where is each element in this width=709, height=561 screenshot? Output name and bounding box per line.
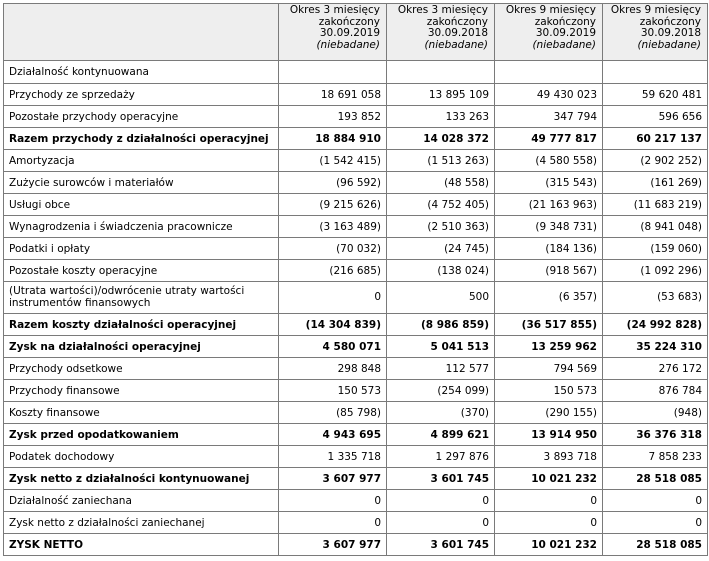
cell-value: (11 683 219) bbox=[603, 194, 708, 216]
cell-value: (9 348 731) bbox=[495, 216, 603, 238]
row-label: Wynagrodzenia i świadczenia pracownicze bbox=[4, 216, 279, 238]
cell-value: 49 430 023 bbox=[495, 84, 603, 106]
cell-value: 112 577 bbox=[387, 358, 495, 380]
cell-value: 876 784 bbox=[603, 380, 708, 402]
row-label: (Utrata wartości)/odwrócenie utraty wartości instrumentów finansowych bbox=[4, 282, 279, 314]
cell-value: 4 580 071 bbox=[279, 336, 387, 358]
table-row bbox=[4, 84, 708, 106]
cell-value: (8 986 859) bbox=[387, 314, 495, 336]
cell-value: 13 895 109 bbox=[387, 84, 495, 106]
cell-value: (161 269) bbox=[603, 172, 708, 194]
table-row bbox=[4, 446, 708, 468]
cell-value: 298 848 bbox=[279, 358, 387, 380]
cell-value: 3 893 718 bbox=[495, 446, 603, 468]
row-label: Przychody odsetkowe bbox=[4, 358, 279, 380]
cell-value: 59 620 481 bbox=[603, 84, 708, 106]
table-row bbox=[4, 358, 708, 380]
cell-value: 0 bbox=[603, 512, 708, 534]
cell-value: 0 bbox=[387, 490, 495, 512]
cell-value: (315 543) bbox=[495, 172, 603, 194]
cell-value: 18 691 058 bbox=[279, 84, 387, 106]
row-label: Podatek dochodowy bbox=[4, 446, 279, 468]
cell-value: 0 bbox=[279, 282, 387, 314]
cell-value: 0 bbox=[495, 512, 603, 534]
cell-value: 1 335 718 bbox=[279, 446, 387, 468]
table-row-total bbox=[4, 314, 708, 336]
table-row bbox=[4, 490, 708, 512]
table-row bbox=[4, 238, 708, 260]
cell-value: 13 259 962 bbox=[495, 336, 603, 358]
cell-value bbox=[387, 61, 495, 84]
table-row bbox=[4, 402, 708, 424]
cell-value: (24 745) bbox=[387, 238, 495, 260]
row-label: Działalność kontynuowana bbox=[4, 61, 279, 84]
cell-value bbox=[279, 61, 387, 84]
cell-value: (370) bbox=[387, 402, 495, 424]
table-row-total bbox=[4, 468, 708, 490]
header-row bbox=[4, 4, 708, 61]
cell-value: 14 028 372 bbox=[387, 128, 495, 150]
cell-value: (6 357) bbox=[495, 282, 603, 314]
column-header-q3-2019: Okres 3 miesięcy zakończony 30.09.2019 (niebadane) bbox=[279, 4, 387, 61]
row-label: ZYSK NETTO bbox=[4, 534, 279, 556]
cell-value: (14 304 839) bbox=[279, 314, 387, 336]
cell-value: 3 601 745 bbox=[387, 468, 495, 490]
row-label: Usługi obce bbox=[4, 194, 279, 216]
cell-value: (1 542 415) bbox=[279, 150, 387, 172]
cell-value: 500 bbox=[387, 282, 495, 314]
cell-value: 1 297 876 bbox=[387, 446, 495, 468]
cell-value: (159 060) bbox=[603, 238, 708, 260]
row-label: Zysk przed opodatkowaniem bbox=[4, 424, 279, 446]
cell-value: (4 752 405) bbox=[387, 194, 495, 216]
header-corner-cell bbox=[4, 4, 279, 61]
cell-value: (2 902 252) bbox=[603, 150, 708, 172]
row-label: Razem koszty działalności operacyjnej bbox=[4, 314, 279, 336]
row-label: Zysk netto z działalności zaniechanej bbox=[4, 512, 279, 534]
cell-value: (290 155) bbox=[495, 402, 603, 424]
cell-value: 18 884 910 bbox=[279, 128, 387, 150]
cell-value bbox=[495, 61, 603, 84]
cell-value: (21 163 963) bbox=[495, 194, 603, 216]
table-row bbox=[4, 150, 708, 172]
cell-value: 4 943 695 bbox=[279, 424, 387, 446]
table-row-total bbox=[4, 336, 708, 358]
row-label: Zużycie surowców i materiałów bbox=[4, 172, 279, 194]
table-row bbox=[4, 194, 708, 216]
table-row-total bbox=[4, 534, 708, 556]
cell-value: 7 858 233 bbox=[603, 446, 708, 468]
cell-value: 0 bbox=[387, 512, 495, 534]
cell-value: 3 601 745 bbox=[387, 534, 495, 556]
cell-value: (2 510 363) bbox=[387, 216, 495, 238]
cell-value: 0 bbox=[495, 490, 603, 512]
cell-value: 596 656 bbox=[603, 106, 708, 128]
cell-value: 35 224 310 bbox=[603, 336, 708, 358]
row-label: Razem przychody z działalności operacyjnej bbox=[4, 128, 279, 150]
row-label: Koszty finansowe bbox=[4, 402, 279, 424]
table-row bbox=[4, 106, 708, 128]
table-row bbox=[4, 61, 708, 84]
cell-value: 49 777 817 bbox=[495, 128, 603, 150]
cell-value: (85 798) bbox=[279, 402, 387, 424]
cell-value: (254 099) bbox=[387, 380, 495, 402]
cell-value: 276 172 bbox=[603, 358, 708, 380]
table-row bbox=[4, 260, 708, 282]
cell-value: (53 683) bbox=[603, 282, 708, 314]
cell-value: 3 607 977 bbox=[279, 534, 387, 556]
cell-value: 4 899 621 bbox=[387, 424, 495, 446]
row-label: Działalność zaniechana bbox=[4, 490, 279, 512]
table-row bbox=[4, 380, 708, 402]
row-label: Przychody finansowe bbox=[4, 380, 279, 402]
cell-value: 10 021 232 bbox=[495, 534, 603, 556]
cell-value: 5 041 513 bbox=[387, 336, 495, 358]
cell-value: (3 163 489) bbox=[279, 216, 387, 238]
cell-value: 794 569 bbox=[495, 358, 603, 380]
row-label: Amortyzacja bbox=[4, 150, 279, 172]
cell-value bbox=[603, 61, 708, 84]
table-row bbox=[4, 216, 708, 238]
cell-value: (1 513 263) bbox=[387, 150, 495, 172]
cell-value: (4 580 558) bbox=[495, 150, 603, 172]
cell-value: (216 685) bbox=[279, 260, 387, 282]
table-row bbox=[4, 512, 708, 534]
cell-value: (96 592) bbox=[279, 172, 387, 194]
cell-value: 36 376 318 bbox=[603, 424, 708, 446]
cell-value: 0 bbox=[279, 512, 387, 534]
cell-value: 3 607 977 bbox=[279, 468, 387, 490]
row-label: Pozostałe przychody operacyjne bbox=[4, 106, 279, 128]
row-label: Zysk netto z działalności kontynuowanej bbox=[4, 468, 279, 490]
cell-value: (8 941 048) bbox=[603, 216, 708, 238]
income-statement-table bbox=[3, 3, 708, 556]
column-header-9m-2019: Okres 9 miesięcy zakończony 30.09.2019 (niebadane) bbox=[495, 4, 603, 61]
cell-value: (1 092 296) bbox=[603, 260, 708, 282]
cell-value: (70 032) bbox=[279, 238, 387, 260]
row-label: Zysk na działalności operacyjnej bbox=[4, 336, 279, 358]
row-label: Podatki i opłaty bbox=[4, 238, 279, 260]
cell-value: (48 558) bbox=[387, 172, 495, 194]
cell-value: 10 021 232 bbox=[495, 468, 603, 490]
cell-value: 0 bbox=[279, 490, 387, 512]
cell-value: 150 573 bbox=[279, 380, 387, 402]
cell-value: (138 024) bbox=[387, 260, 495, 282]
cell-value: 28 518 085 bbox=[603, 468, 708, 490]
cell-value: 13 914 950 bbox=[495, 424, 603, 446]
table-row-total bbox=[4, 128, 708, 150]
row-label: Przychody ze sprzedaży bbox=[4, 84, 279, 106]
cell-value: 150 573 bbox=[495, 380, 603, 402]
cell-value: (9 215 626) bbox=[279, 194, 387, 216]
column-header-9m-2018: Okres 9 miesięcy zakończony 30.09.2018 (niebadane) bbox=[603, 4, 708, 61]
row-label: Pozostałe koszty operacyjne bbox=[4, 260, 279, 282]
cell-value: (184 136) bbox=[495, 238, 603, 260]
cell-value: (918 567) bbox=[495, 260, 603, 282]
cell-value: 0 bbox=[603, 490, 708, 512]
cell-value: (36 517 855) bbox=[495, 314, 603, 336]
table-row bbox=[4, 172, 708, 194]
column-header-q3-2018: Okres 3 miesięcy zakończony 30.09.2018 (niebadane) bbox=[387, 4, 495, 61]
cell-value: 60 217 137 bbox=[603, 128, 708, 150]
cell-value: 28 518 085 bbox=[603, 534, 708, 556]
cell-value: 347 794 bbox=[495, 106, 603, 128]
cell-value: (24 992 828) bbox=[603, 314, 708, 336]
cell-value: (948) bbox=[603, 402, 708, 424]
cell-value: 193 852 bbox=[279, 106, 387, 128]
cell-value: 133 263 bbox=[387, 106, 495, 128]
table-row-total bbox=[4, 424, 708, 446]
table-row bbox=[4, 282, 708, 314]
